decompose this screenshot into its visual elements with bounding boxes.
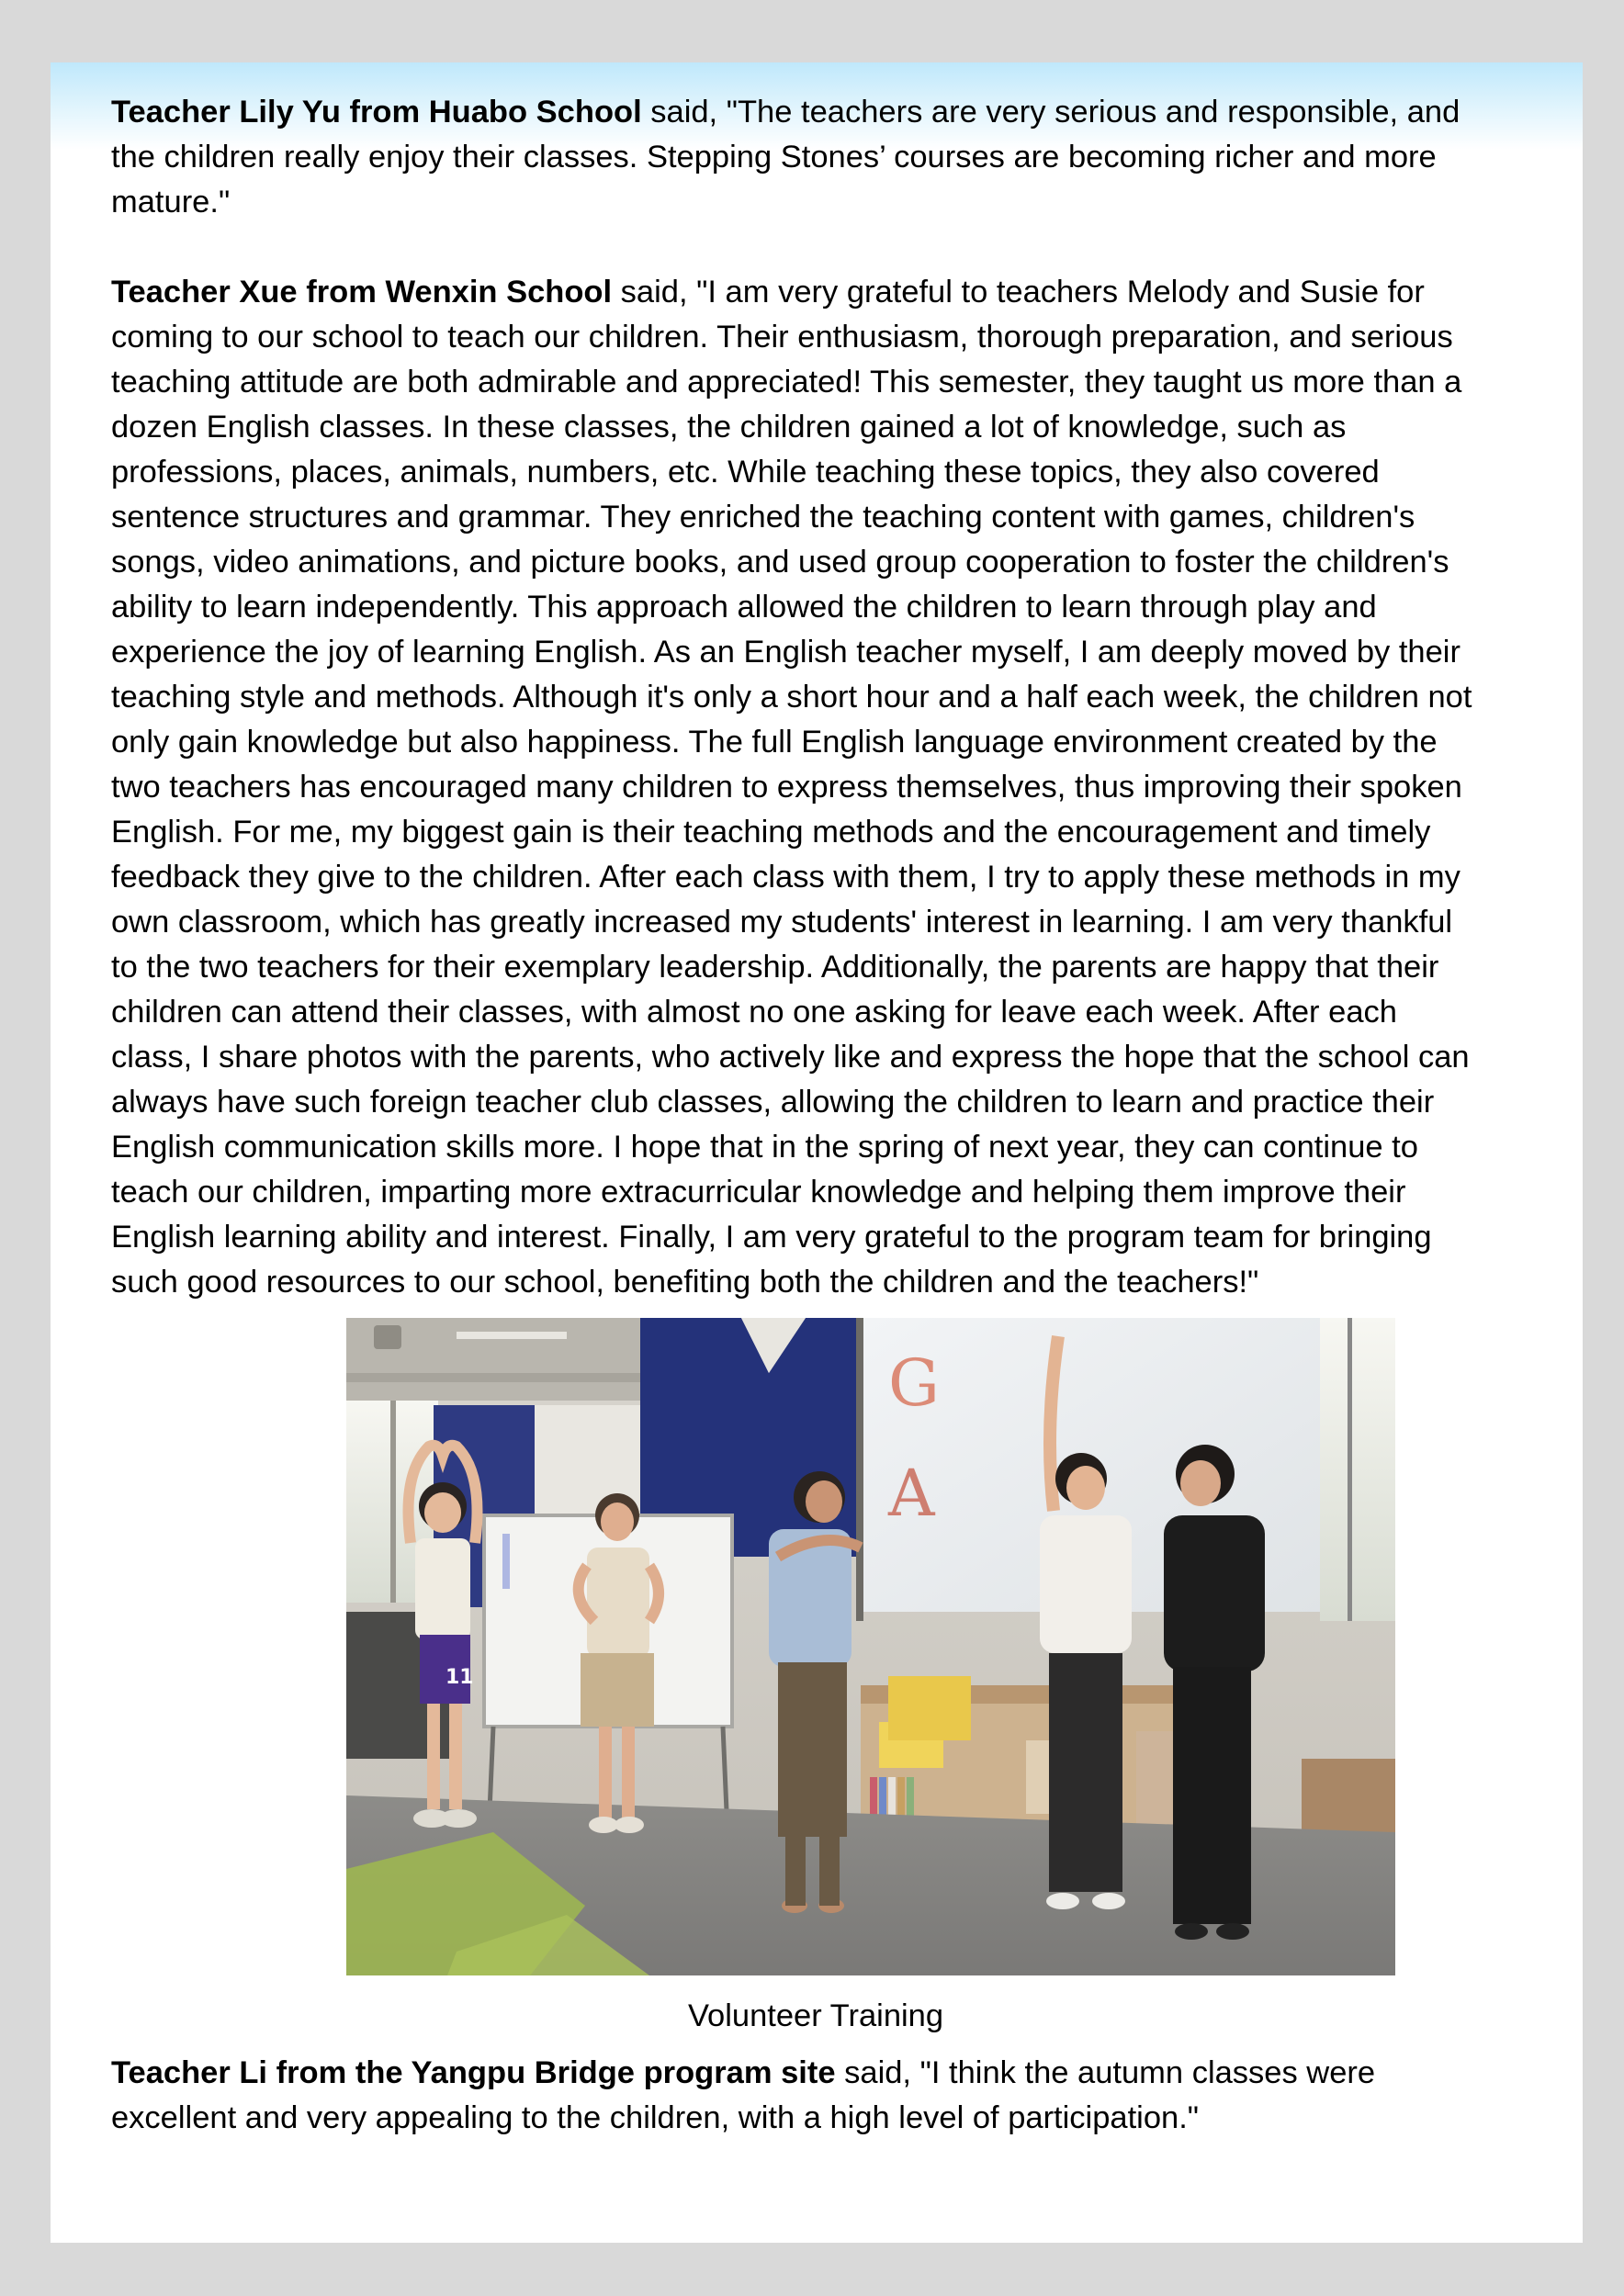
quote-line: excellent and very appealing to the children, with a high level of participation." [111,2100,1200,2135]
document-page [51,62,1583,2243]
quote-line: feedback they give to the children. After each class with them, I try to apply these methods in my [111,860,1460,895]
quote-line: coming to our school to teach our children. Their enthusiasm, thorough preparation, and serious [111,320,1453,355]
quote-line: class, I share photos with the parents, who actively like and express the hope that the school can [111,1040,1470,1075]
quote-line: teaching style and methods. Although it's only a short hour and a half each week, the children not [111,680,1472,715]
quote-yangpu-bridge [111,2051,1581,2141]
quote-wenxin-school [111,270,1581,1305]
quote-huabo-school [111,90,1581,225]
quote-line: English communication skills more. I hope that in the spring of next year, they can continue to [111,1130,1418,1165]
quote-line: professions, places, animals, numbers, etc. While teaching these topics, they also covered [111,455,1380,490]
jersey-number: 11 [445,1666,474,1689]
quote-line: teach our children, imparting more extracurricular knowledge and helping them improve their [111,1175,1406,1210]
quote-line: English learning ability and interest. Finally, I am very grateful to the program team for bringing [111,1220,1432,1255]
quote-line: teaching attitude are both admirable and appreciated! This semester, they taught us more than a [111,365,1462,400]
quote-line: English. For me, my biggest gain is their teaching methods and the encouragement and timely [111,815,1431,850]
document-content [111,90,1581,2141]
quote-line: children can attend their classes, with almost no one asking for leave each week. After each [111,995,1397,1030]
volunteer-training-photo [346,1318,1395,1975]
quote-line: said, "The teachers are very serious and responsible, and [641,95,1460,129]
quote-line: the children really enjoy their classes. Stepping Stones’ courses are becoming richer and more [111,140,1437,174]
speaker-name: Teacher Lily Yu from Huabo School [111,95,642,129]
svg-text:G: G [888,1345,940,1421]
quote-line: ability to learn independently. This approach allowed the children to learn through play and [111,590,1377,625]
quote-line: mature." [111,185,231,219]
quote-line: such good resources to our school, benefiting both the children and the teachers!" [111,1265,1259,1300]
quote-line: two teachers has encouraged many children to express themselves, thus improving their spoken [111,770,1462,805]
quote-line: experience the joy of learning English. As an English teacher myself, I am deeply moved by their [111,635,1460,670]
svg-text:A: A [888,1456,935,1531]
quote-line: songs, video animations, and picture books, and used group cooperation to foster the children's [111,545,1449,580]
quote-line: always have such foreign teacher club classes, allowing the children to learn and practice their [111,1085,1435,1120]
quote-line: only gain knowledge but also happiness. The full English language environment created by the [111,725,1438,760]
quote-line: said, "I am very grateful to teachers Melody and Susie for [612,275,1425,310]
speaker-name: Teacher Li from the Yangpu Bridge program site [111,2055,836,2090]
quote-line: said, "I think the autumn classes were [835,2055,1376,2090]
speaker-name: Teacher Xue from Wenxin School [111,275,613,310]
quote-line: to the two teachers for their exemplary leadership. Additionally, the parents are happy that their [111,950,1439,985]
quote-line: sentence structures and grammar. They enriched the teaching content with games, children's [111,500,1415,535]
photo-caption: Volunteer Training [687,1998,944,2033]
quote-line: own classroom, which has greatly increased my students' interest in learning. I am very thankful [111,905,1453,940]
quote-line: dozen English classes. In these classes, the children gained a lot of knowledge, such as [111,410,1347,445]
